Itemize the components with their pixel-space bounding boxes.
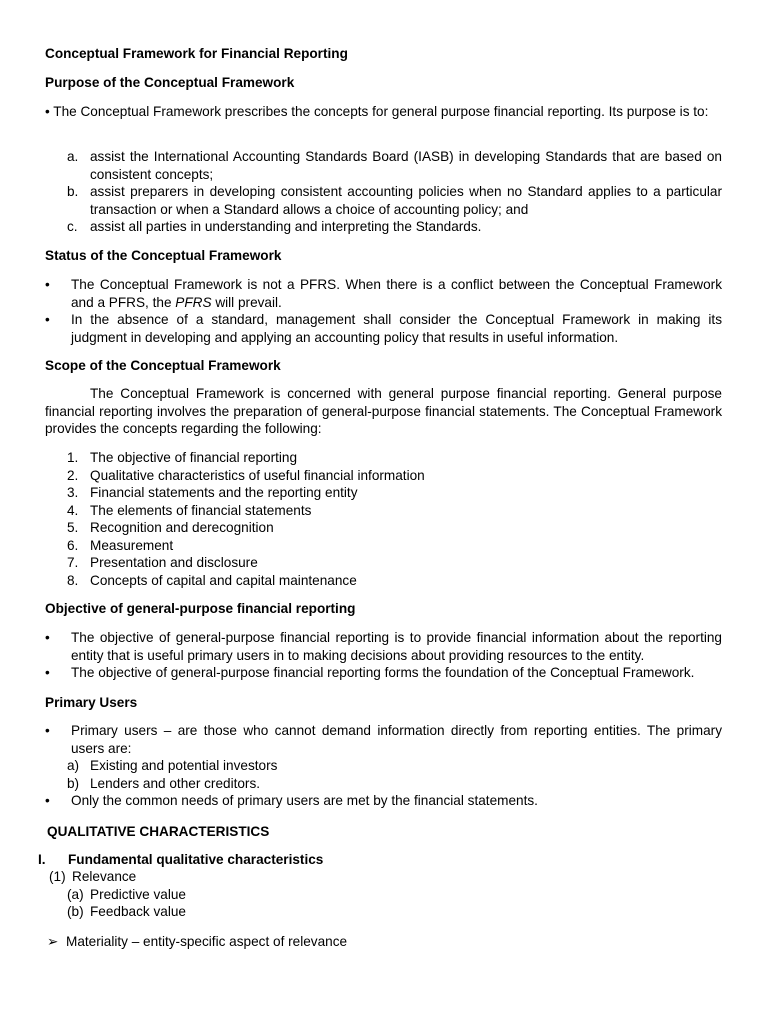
list-text: assist all parties in understanding and interpreting the Standards. xyxy=(90,219,482,234)
status-heading: Status of the Conceptual Framework xyxy=(45,248,282,263)
list-item: 6. Measurement xyxy=(67,537,174,553)
list-text: The objective of general-purpose financial reporting forms the foundation of the Conceptual Framework. xyxy=(71,665,695,680)
list-item: 4. The elements of financial statements xyxy=(67,502,312,518)
relevance-item: (1) Relevance xyxy=(49,869,137,884)
primary-users-heading: Primary Users xyxy=(45,695,138,710)
list-marker: a. xyxy=(67,149,79,164)
feedback-item: (b) Feedback value xyxy=(67,904,186,919)
sub-list-item: b) Lenders and other creditors. xyxy=(67,775,261,791)
objective-heading: Objective of general-purpose financial reporting xyxy=(45,601,356,616)
list-text: assist preparers in developing consistent accounting policies when no Standard applies to a particular transaction or when a Standard allows a choice of accounting policy; and xyxy=(90,184,722,217)
sub-list-item: a) Existing and potential investors xyxy=(67,758,278,773)
bullet-marker: • xyxy=(45,312,50,327)
list-item xyxy=(45,792,722,810)
objective-list xyxy=(45,629,722,682)
list-text: The objective of general-purpose financial reporting is to provide financial information about the reporting entity that is useful primary users in to making decisions about providing resources to the entity. xyxy=(71,630,722,663)
purpose-intro: • The Conceptual Framework prescribes the concepts for general purpose financial reporting. Its purpose is to: xyxy=(45,104,709,119)
materiality-item: ➢ Materiality – entity-specific aspect of relevance xyxy=(47,934,348,949)
purpose-heading: Purpose of the Conceptual Framework xyxy=(45,75,295,90)
bullet-marker: • xyxy=(45,277,50,292)
predictive-item: (a) Predictive value xyxy=(67,887,186,902)
list-marker: c. xyxy=(67,219,78,234)
document-title: Conceptual Framework for Financial Reporting xyxy=(45,46,348,61)
bullet-marker: • xyxy=(45,793,50,808)
list-item: 2. Qualitative characteristics of useful financial information xyxy=(67,467,425,483)
scope-paragraph: The Conceptual Framework is concerned with general purpose financial reporting. General purpose financial reporting involves the preparation of general-purpose financial statements. The Conceptual Framework provides the concepts regarding the following: xyxy=(45,386,722,436)
list-item xyxy=(67,183,722,218)
list-item: 3. Financial statements and the reporting entity xyxy=(67,485,358,500)
purpose-list xyxy=(67,148,722,236)
list-item xyxy=(45,276,722,311)
list-text: Only the common needs of primary users are met by the financial statements. xyxy=(71,793,538,808)
list-item xyxy=(45,629,722,664)
list-text: The Conceptual Framework is not a PFRS. When there is a conflict between the Conceptual Framework and a PFRS, the PFRS will prevail. xyxy=(71,277,722,310)
list-item: 5. Recognition and derecognition xyxy=(67,520,274,535)
list-item xyxy=(45,311,722,346)
list-item: 8. Concepts of capital and capital maintenance xyxy=(67,572,357,588)
bullet-marker: • xyxy=(45,723,50,738)
status-list xyxy=(45,276,722,346)
primary-users-list xyxy=(45,722,722,810)
scope-heading: Scope of the Conceptual Framework xyxy=(45,358,281,373)
list-text: In the absence of a standard, management shall consider the Conceptual Framework in making its judgment in developing and applying an accounting policy that results in useful information. xyxy=(71,312,722,345)
list-item xyxy=(67,148,722,183)
bullet-marker: • xyxy=(45,630,50,645)
list-text: assist the International Accounting Standards Board (IASB) in developing Standards that are based on consistent concepts; xyxy=(90,149,722,182)
list-item xyxy=(67,218,722,236)
qualitative-heading: QUALITATIVE CHARACTERISTICS xyxy=(47,824,270,839)
list-text: Primary users – are those who cannot demand information directly from reporting entities. The primary users are: xyxy=(71,723,722,756)
section-heading: I. Fundamental qualitative characteristics xyxy=(38,852,324,867)
arrow-bullet-icon: ➢ xyxy=(47,934,59,949)
list-item: 1. The objective of financial reporting xyxy=(67,450,298,465)
scope-list xyxy=(67,449,722,589)
list-item: 7. Presentation and disclosure xyxy=(67,555,258,570)
list-item xyxy=(45,664,722,682)
list-item xyxy=(45,722,722,757)
list-marker: b. xyxy=(67,184,79,199)
bullet-marker: • xyxy=(45,665,50,680)
